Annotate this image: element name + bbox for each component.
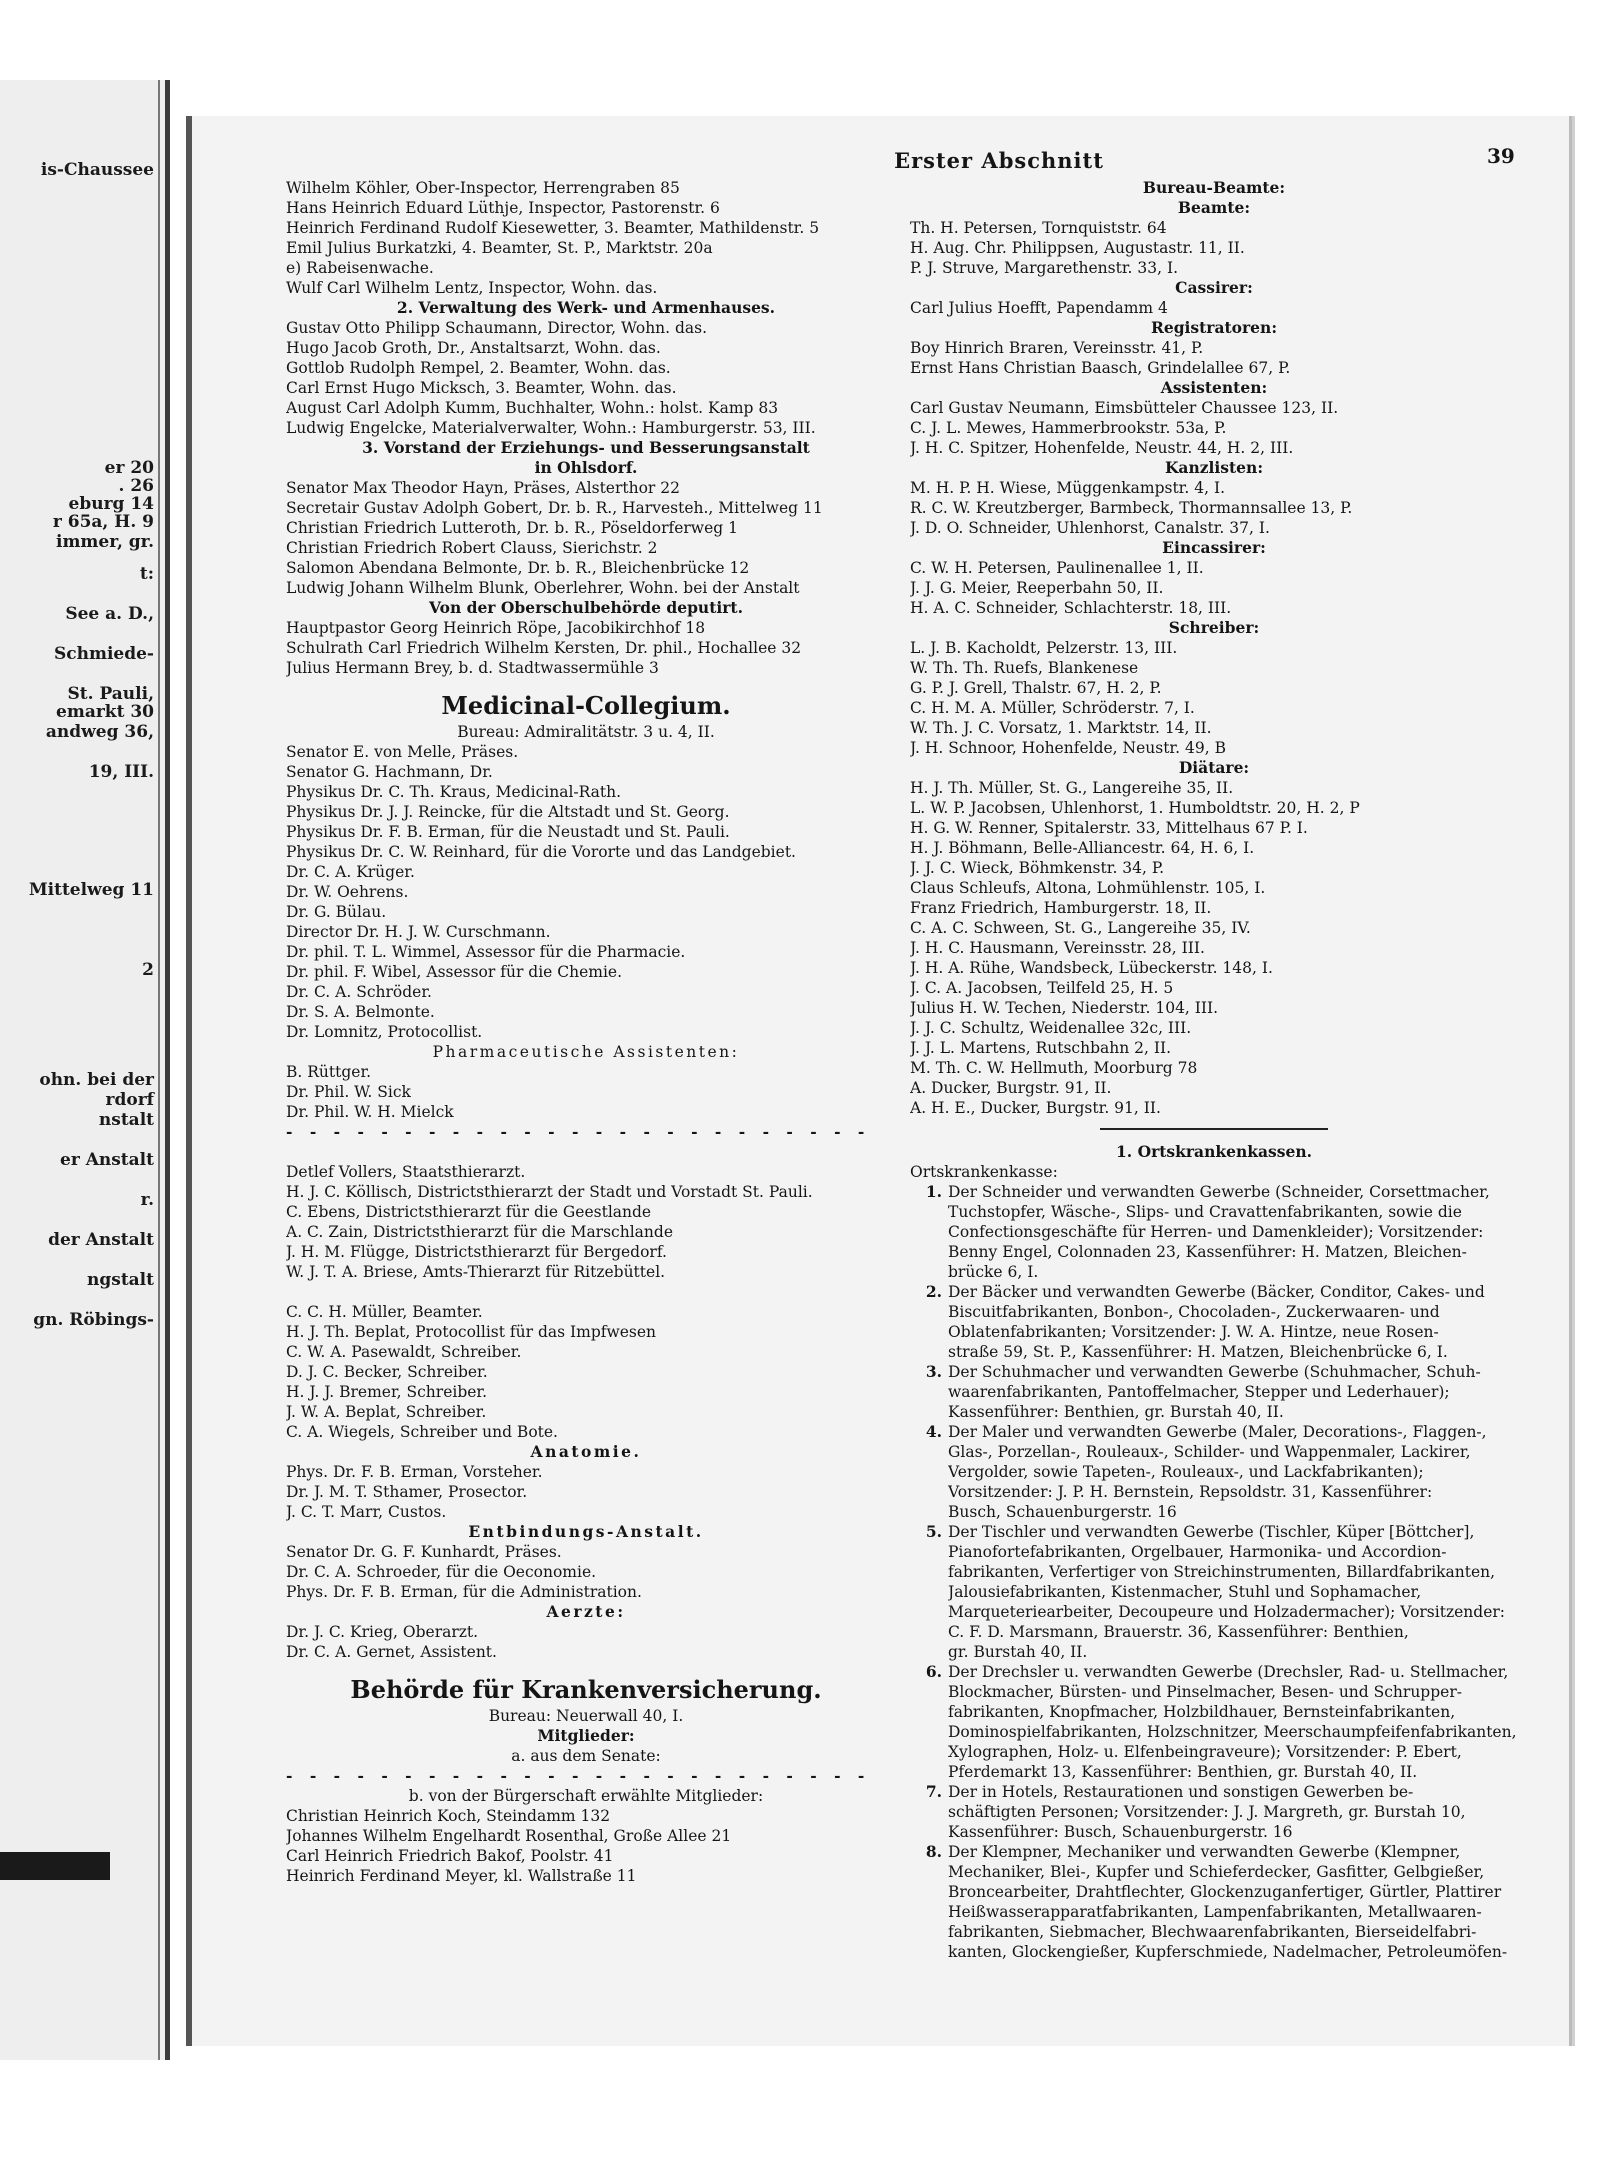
entry-line: Gustav Otto Philipp Schaumann, Director, Wohn. das. [286, 319, 708, 337]
assistenten-lines [910, 398, 1518, 458]
section-rule [1100, 1128, 1328, 1130]
entry-line: Christian Friedrich Lutteroth, Dr. b. R., Pöseldorferweg 1 [286, 519, 738, 537]
entry-line: Claus Schleufs, Altona, Lohmühlenstr. 105, I. [910, 879, 1266, 897]
incassirer-heading: Eincassirer: [1162, 538, 1266, 557]
entry-line: L. J. B. Kacholdt, Pelzerstr. 13, III. [910, 639, 1178, 657]
entry-line: P. J. Struve, Margarethenstr. 33, I. [910, 259, 1179, 277]
margin-fragment: See a. D., [65, 604, 154, 624]
entbindung-lines [286, 1542, 886, 1602]
entry-line: J. H. C. Spitzer, Hohenfelde, Neustr. 44, H. 2, III. [910, 439, 1294, 457]
orts-intro: Ortskrankenkasse: [910, 1163, 1058, 1181]
kasse-item [910, 1782, 1518, 1842]
entry-line: G. P. J. Grell, Thalstr. 67, H. 2, P. [910, 679, 1162, 697]
entry-line: Physikus Dr. J. J. Reincke, für die Altstadt und St. Georg. [286, 803, 730, 821]
entry-line: C. C. H. Müller, Beamter. [286, 1303, 483, 1321]
kasse-line: Der in Hotels, Restaurationen und sonstigen Gewerben be- [948, 1783, 1414, 1801]
entry-line: Physikus Dr. C. Th. Kraus, Medicinal-Rath. [286, 783, 622, 801]
entry-line: Dr. S. A. Belmonte. [286, 1003, 435, 1021]
entry-line: Secretair Gustav Adolph Gobert, Dr. b. R., Harvesteh., Mittelweg 11 [286, 499, 823, 517]
diaetare-lines [910, 778, 1518, 1118]
kasse-line: Oblatenfabrikanten; Vorsitzender: J. W. A. Hintze, neue Rosen- [948, 1323, 1439, 1341]
entry-line: J. D. O. Schneider, Uhlenhorst, Canalstr. 37, I. [910, 519, 1270, 537]
kasse-number: 5. [925, 1522, 942, 1541]
entry-line: Dr. Phil. W. Sick [286, 1083, 411, 1101]
orts-items [910, 1182, 1518, 1962]
ober-heading: Von der Oberschulbehörde deputirt. [429, 598, 743, 617]
cassirer-heading: Cassirer: [1175, 278, 1253, 297]
entry-line: Schulrath Carl Friedrich Wilhelm Kersten, Dr. phil., Hochallee 32 [286, 639, 802, 657]
werk-heading: 2. Verwaltung des Werk- und Armenhauses. [396, 298, 776, 317]
margin-fragment: r. [140, 1190, 154, 1210]
entry-line: Carl Ernst Hugo Micksch, 3. Beamter, Wohn. das. [286, 379, 677, 397]
entry-line: Senator E. von Melle, Präses. [286, 743, 519, 761]
entry-line: Dr. C. A. Krüger. [286, 863, 415, 881]
entry-line: Physikus Dr. C. W. Reinhard, für die Vororte und das Landgebiet. [286, 843, 796, 861]
entry-line: Ernst Hans Christian Baasch, Grindelallee 67, P. [910, 359, 1291, 377]
margin-fragment: . 26 [118, 476, 154, 496]
kasse-number: 7. [925, 1782, 942, 1801]
entry-line: Carl Heinrich Friedrich Bakof, Poolstr. 41 [286, 1847, 614, 1865]
entry-line: W. Th. Th. Ruefs, Blankenese [910, 659, 1139, 677]
entry-line: H. G. W. Renner, Spitalerstr. 33, Mittelhaus 67 P. I. [910, 819, 1308, 837]
margin-fragment: er Anstalt [60, 1150, 154, 1170]
kasse-line: Pianofortefabrikanten, Orgelbauer, Harmonika- und Accordion- [948, 1543, 1447, 1561]
entry-line: J. C. A. Jacobsen, Teilfeld 25, H. 5 [910, 979, 1174, 997]
kasse-item [910, 1282, 1518, 1362]
kasse-line: Kassenführer: Benthien, gr. Burstah 40, II. [948, 1403, 1284, 1421]
scanner-clamp [0, 1852, 110, 1880]
kasse-item [910, 1422, 1518, 1522]
page-fold [158, 80, 160, 2060]
diaetare-heading: Diätare: [1178, 758, 1250, 777]
behoerde-mitglieder: Mitglieder: [537, 1726, 635, 1745]
entry-line: Gottlob Rudolph Rempel, 2. Beamter, Wohn. das. [286, 359, 671, 377]
kasse-line: Kassenführer: Busch, Schauenburgerstr. 16 [948, 1823, 1293, 1841]
entry-line: C. W. A. Pasewaldt, Schreiber. [286, 1343, 522, 1361]
entry-line: Hauptpastor Georg Heinrich Röpe, Jacobikirchhof 18 [286, 619, 706, 637]
entry-line: Dr. Lomnitz, Protocollist. [286, 1023, 483, 1041]
behoerde-lines [286, 1806, 886, 1886]
kasse-line: Confectionsgeschäfte für Herren- und Damenkleider); Vorsitzender: [948, 1223, 1484, 1241]
entry-line: Christian Heinrich Koch, Steindamm 132 [286, 1807, 611, 1825]
kasse-line: Biscuitfabrikanten, Bonbon-, Chocoladen-, Zuckerwaaren- und [948, 1303, 1440, 1321]
orts-heading: 1. Ortskrankenkassen. [1116, 1142, 1312, 1161]
medicinal-title: Medicinal-Collegium. [441, 691, 731, 720]
entry-line: R. C. W. Kreutzberger, Barmbeck, Thormannsallee 13, P. [910, 499, 1353, 517]
kasse-line: Xylographen, Holz- u. Elfenbeingraveure); Vorsitzender: P. Ebert, [948, 1743, 1462, 1761]
margin-fragment: Schmiede- [53, 644, 154, 664]
assistenten-heading: Assistenten: [1160, 378, 1268, 397]
entry-line: C. A. C. Schween, St. G., Langereihe 35, IV. [910, 919, 1251, 937]
kasse-line: brücke 6, I. [948, 1263, 1039, 1281]
entry-line: A. H. E., Ducker, Burgstr. 91, II. [910, 1099, 1161, 1117]
entry-line: Hugo Jacob Groth, Dr., Anstaltsarzt, Wohn. das. [286, 339, 661, 357]
entry-line: H. J. Böhmann, Belle-Alliancestr. 64, H. 6, I. [910, 839, 1255, 857]
entry-line: B. Rüttger. [286, 1063, 372, 1081]
entry-line: H. J. C. Köllisch, Districtsthierarzt der Stadt und Vorstadt St. Pauli. [286, 1183, 813, 1201]
entry-line: H. J. J. Bremer, Schreiber. [286, 1383, 488, 1401]
entbindung-heading: Entbindungs-Anstalt. [468, 1522, 704, 1541]
entry-line: A. Ducker, Burgstr. 91, II. [910, 1079, 1112, 1097]
beamte-lines [910, 218, 1518, 278]
entry-line: Senator Dr. G. F. Kunhardt, Präses. [286, 1543, 562, 1561]
entry-line: Dr. J. C. Krieg, Oberarzt. [286, 1623, 479, 1641]
entry-line: Wulf Carl Wilhelm Lentz, Inspector, Wohn. das. [286, 279, 658, 297]
entry-line: J. J. G. Meier, Reeperbahn 50, II. [910, 579, 1164, 597]
kasse-line: Broncearbeiter, Drahtflechter, Glockenzuganfertiger, Gürtler, Plattirer [948, 1883, 1502, 1901]
entry-line: Dr. phil. T. L. Wimmel, Assessor für die Pharmacie. [286, 943, 686, 961]
page-number: 39 [1487, 144, 1515, 168]
kasse-line: fabrikanten, Knopfmacher, Holzbildhauer, Bernsteinfabrikanten, [948, 1703, 1456, 1721]
entry-line: J. J. C. Schultz, Weidenallee 32c, III. [910, 1019, 1192, 1037]
kasse-line: Marqueteriearbeiter, Decoupeure und Holzadermacher); Vorsitzender: [948, 1603, 1506, 1621]
entry-line: Senator G. Hachmann, Dr. [286, 763, 493, 781]
anatomie-heading: Anatomie. [530, 1442, 642, 1461]
entry-line: W. Th. J. C. Vorsatz, 1. Marktstr. 14, II. [910, 719, 1212, 737]
kasse-line: straße 59, St. P., Kassenführer: H. Matzen, Bleichenbrücke 6, I. [948, 1343, 1448, 1361]
registratoren-heading: Registratoren: [1150, 318, 1278, 337]
kasse-line: Der Drechsler u. verwandten Gewerbe (Drechsler, Rad- u. Stellmacher, [948, 1663, 1509, 1681]
kasse-line: Der Klempner, Mechaniker und verwandten Gewerbe (Klempner, [948, 1843, 1461, 1861]
cassirer-lines [910, 298, 1518, 318]
kasse-number: 1. [925, 1182, 942, 1201]
entry-line: Hans Heinrich Eduard Lüthje, Inspector, Pastorenstr. 6 [286, 199, 720, 217]
ober-lines [286, 618, 886, 678]
kasse-line: Dominospielfabrikanten, Holzschnitzer, Meerschaumpfeifenfabrikanten, [948, 1723, 1517, 1741]
entry-line: Dr. C. A. Gernet, Assistent. [286, 1643, 497, 1661]
medicinal-lines [286, 742, 886, 1042]
margin-fragment: eburg 14 [68, 494, 154, 514]
entry-line: J. J. C. Wieck, Böhmkenstr. 34, P. [910, 859, 1165, 877]
entry-line: C. H. M. A. Müller, Schröderstr. 7, I. [910, 699, 1195, 717]
book-gutter [165, 80, 170, 2060]
kasse-number: 3. [925, 1362, 942, 1381]
kasse-line: Mechaniker, Blei-, Kupfer und Schieferdecker, Gasfitter, Gelbgießer, [948, 1863, 1485, 1881]
margin-fragment: er 20 [104, 458, 154, 478]
running-header: Erster Abschnitt [894, 148, 1104, 173]
kasse-line: Benny Engel, Colonnaden 23, Kassenführer: H. Matzen, Bleichen- [948, 1243, 1467, 1261]
entry-line: M. H. P. H. Wiese, Müggenkampstr. 4, I. [910, 479, 1225, 497]
entry-line: Wilhelm Köhler, Ober-Inspector, Herrengraben 85 [286, 179, 680, 197]
kasse-line: Pferdemarkt 13, Kassenführer: Benthien, gr. Burstah 40, II. [948, 1763, 1418, 1781]
margin-fragment: rdorf [105, 1090, 154, 1110]
margin-fragment: St. Pauli, [67, 684, 154, 704]
entry-line: Julius Hermann Brey, b. d. Stadtwassermühle 3 [286, 659, 659, 677]
right-column [910, 178, 1518, 1962]
kasse-line: waarenfabrikanten, Pantoffelmacher, Stepper und Lederhauer); [948, 1383, 1450, 1401]
registratoren-lines [910, 338, 1518, 378]
behoerde-title: Behörde für Krankenversicherung. [350, 1675, 822, 1704]
entry-line: J. H. Schnoor, Hohenfelde, Neustr. 49, B [910, 739, 1226, 757]
entry-line: J. H. A. Rühe, Wandsbeck, Lübeckerstr. 148, I. [910, 959, 1273, 977]
kasse-line: Der Schuhmacher und verwandten Gewerbe (Schuhmacher, Schuh- [948, 1363, 1481, 1381]
anatomie-lines [286, 1462, 886, 1522]
entry-line: Director Dr. H. J. W. Curschmann. [286, 923, 551, 941]
aerzte-lines [286, 1622, 886, 1662]
entry-line: J. H. M. Flügge, Districtsthierarzt für Bergedorf. [286, 1243, 667, 1261]
pharm-lines [286, 1062, 886, 1122]
entry-line: A. C. Zain, Districtsthierarzt für die Marschlande [286, 1223, 673, 1241]
kasse-item [910, 1362, 1518, 1422]
kasse-line: Blockmacher, Bürsten- und Pinselmacher, Besen- und Schrupper- [948, 1683, 1462, 1701]
beamte-heading: Beamte: [1177, 198, 1251, 217]
top-lines [286, 178, 886, 298]
entry-line: Detlef Vollers, Staatsthierarzt. [286, 1163, 526, 1181]
medicinal-bureau: Bureau: Admiralitätstr. 3 u. 4, II. [457, 723, 715, 741]
schreiber-lines [910, 638, 1518, 758]
entry-line: Christian Friedrich Robert Clauss, Sierichstr. 2 [286, 539, 658, 557]
behoerde-bureau: Bureau: Neuerwall 40, I. [488, 1707, 684, 1725]
entry-line: J. W. A. Beplat, Schreiber. [286, 1403, 487, 1421]
margin-fragment: gn. Röbings- [33, 1310, 154, 1330]
margin-fragment: is-Chaussee [40, 160, 154, 180]
staff-lines [286, 1302, 886, 1442]
entry-line: Dr. phil. F. Wibel, Assessor für die Chemie. [286, 963, 623, 981]
vorstand-lines [286, 478, 886, 598]
entry-line: Franz Friedrich, Hamburgerstr. 18, II. [910, 899, 1212, 917]
kasse-line: Der Schneider und verwandten Gewerbe (Schneider, Corsettmacher, [948, 1183, 1490, 1201]
kasse-line: gr. Burstah 40, II. [948, 1643, 1088, 1661]
pharm-heading: Pharmaceutische Assistenten: [432, 1043, 740, 1061]
entry-line: Emil Julius Burkatzki, 4. Beamter, St. P., Marktstr. 20a [286, 239, 713, 257]
margin-fragment: andweg 36, [45, 722, 154, 742]
kasse-line: C. F. D. Marsmann, Brauerstr. 36, Kassenführer: Benthien, [948, 1623, 1409, 1641]
kasse-line: kanten, Glockengießer, Kupferschmiede, Nadelmacher, Petroleumöfen- [948, 1943, 1508, 1961]
entry-line: Heinrich Ferdinand Meyer, kl. Wallstraße 11 [286, 1867, 637, 1885]
kasse-line: Jalousiefabrikanten, Kistenmacher, Stuhl und Sophamacher, [948, 1583, 1422, 1601]
entry-line: Julius H. W. Techen, Niederstr. 104, III. [910, 999, 1219, 1017]
entry-line: Ludwig Johann Wilhelm Blunk, Oberlehrer, Wohn. bei der Anstalt [286, 579, 800, 597]
kasse-line: schäftigten Personen; Vorsitzender: J. J. Margreth, gr. Burstah 10, [948, 1803, 1466, 1821]
margin-fragment: emarkt 30 [56, 702, 154, 722]
kasse-line: Vorsitzender: J. P. H. Bernstein, Repsoldstr. 31, Kassenführer: [948, 1483, 1433, 1501]
entry-line: Dr. Phil. W. H. Mielck [286, 1103, 454, 1121]
kasse-number: 2. [925, 1282, 942, 1301]
entry-line: Heinrich Ferdinand Rudolf Kiesewetter, 3. Beamter, Mathildenstr. 5 [286, 219, 820, 237]
entry-line: Salomon Abendana Belmonte, Dr. b. R., Bleichenbrücke 12 [286, 559, 750, 577]
entry-line: H. A. C. Schneider, Schlachterstr. 18, III. [910, 599, 1232, 617]
entry-line: Carl Julius Hoefft, Papendamm 4 [910, 299, 1168, 317]
entry-line: Dr. C. A. Schroeder, für die Oeconomie. [286, 1563, 597, 1581]
entry-line: H. J. Th. Müller, St. G., Langereihe 35, II. [910, 779, 1234, 797]
margin-fragment: r 65a, H. 9 [52, 512, 154, 532]
entry-line: C. J. L. Mewes, Hammerbrookstr. 53a, P. [910, 419, 1227, 437]
entry-line: Phys. Dr. F. B. Erman, Vorsteher. [286, 1463, 543, 1481]
werk-lines [286, 318, 886, 438]
entry-line: Dr. W. Oehrens. [286, 883, 409, 901]
entry-line: L. W. P. Jacobsen, Uhlenhorst, 1. Humboldtstr. 20, H. 2, P [910, 799, 1360, 817]
kasse-line: Der Maler und verwandten Gewerbe (Maler, Decorations-, Flaggen-, [948, 1423, 1487, 1441]
kasse-line: Der Tischler und verwandten Gewerbe (Tischler, Küper [Böttcher], [948, 1523, 1475, 1541]
kasse-number: 6. [925, 1662, 942, 1681]
vorstand-heading-location: in Ohlsdorf. [534, 458, 638, 477]
entry-line: D. J. C. Becker, Schreiber. [286, 1363, 488, 1381]
kasse-line: Vergolder, sowie Tapeten-, Rouleaux-, und Lackfabrikanten); [948, 1463, 1424, 1481]
entry-line: J. C. T. Marr, Custos. [286, 1503, 447, 1521]
entry-line: Carl Gustav Neumann, Eimsbütteler Chaussee 123, II. [910, 399, 1339, 417]
entry-line: C. A. Wiegels, Schreiber und Bote. [286, 1423, 558, 1441]
left-column [286, 178, 886, 1886]
kasse-line: Tuchstopfer, Wäsche-, Slips- und Cravattenfabrikanten, sowie die [948, 1203, 1462, 1221]
dash-separator: - - - - - - - - - - - - - - - - - - - - - - - - - [286, 1122, 871, 1141]
entry-line: C. Ebens, Districtsthierarzt für die Geestlande [286, 1203, 652, 1221]
kasse-line: Glas-, Porzellan-, Rouleaux-, Schilder- und Wappenmaler, Lackirer, [948, 1443, 1471, 1461]
behoerde-buerger: b. von der Bürgerschaft erwählte Mitglieder: [408, 1787, 764, 1805]
entry-line: Phys. Dr. F. B. Erman, für die Administration. [286, 1583, 642, 1601]
kasse-item [910, 1842, 1518, 1962]
entry-line: Dr. J. M. T. Sthamer, Prosector. [286, 1483, 528, 1501]
kanzlisten-heading: Kanzlisten: [1164, 458, 1264, 477]
margin-fragment: t: [139, 564, 154, 584]
kasse-line: fabrikanten, Siebmacher, Blechwaarenfabrikanten, Bierseidelfabri- [948, 1923, 1477, 1941]
entry-line: J. J. L. Martens, Rutschbahn 2, II. [910, 1039, 1172, 1057]
bureau-heading: Bureau-Beamte: [1142, 178, 1286, 197]
kanzlisten-lines [910, 478, 1518, 538]
entry-line: August Carl Adolph Kumm, Buchhalter, Wohn.: holst. Kamp 83 [286, 399, 779, 417]
entry-line: Senator Max Theodor Hayn, Präses, Alsterthor 22 [286, 479, 680, 497]
kasse-item [910, 1522, 1518, 1662]
dash-separator-2: - - - - - - - - - - - - - - - - - - - - - - - - - [286, 1766, 871, 1785]
kasse-item [910, 1182, 1518, 1282]
document-page [186, 116, 1575, 2046]
kasse-number: 8. [925, 1842, 942, 1861]
behoerde-senate: a. aus dem Senate: [511, 1747, 661, 1765]
entry-line: Th. H. Petersen, Tornquiststr. 64 [910, 219, 1167, 237]
entry-line: H. J. Th. Beplat, Protocollist für das Impfwesen [286, 1323, 657, 1341]
entry-line: J. H. C. Hausmann, Vereinsstr. 28, III. [910, 939, 1205, 957]
kasse-line: Heißwasserapparatfabrikanten, Lampenfabrikanten, Metallwaaren- [948, 1903, 1482, 1921]
incassirer-lines [910, 558, 1518, 618]
kasse-line: fabrikanten, Verfertiger von Streichinstrumenten, Billardfabrikanten, [948, 1563, 1496, 1581]
margin-fragment: ngstalt [87, 1270, 154, 1290]
kasse-item [910, 1662, 1518, 1782]
kasse-line: Der Bäcker und verwandten Gewerbe (Bäcker, Conditor, Cakes- und [948, 1283, 1485, 1301]
margin-fragment: ohn. bei der [39, 1070, 154, 1090]
entry-line: Physikus Dr. F. B. Erman, für die Neustadt und St. Pauli. [286, 823, 730, 841]
margin-fragment: 19, III. [88, 762, 154, 782]
vet-lines [286, 1162, 886, 1282]
aerzte-heading: Aerzte: [546, 1602, 626, 1621]
entry-line: Ludwig Engelcke, Materialverwalter, Wohn.: Hamburgerstr. 53, III. [286, 419, 816, 437]
kasse-line: Busch, Schauenburgerstr. 16 [948, 1503, 1177, 1521]
entry-line: Dr. C. A. Schröder. [286, 983, 432, 1001]
entry-line: H. Aug. Chr. Philippsen, Augustastr. 11, II. [910, 239, 1245, 257]
margin-fragment: immer, gr. [55, 532, 154, 552]
margin-fragment: 2 [142, 960, 154, 980]
entry-line: Boy Hinrich Braren, Vereinsstr. 41, P. [910, 339, 1204, 357]
margin-fragment: der Anstalt [48, 1230, 154, 1250]
entry-line: M. Th. C. W. Hellmuth, Moorburg 78 [910, 1059, 1198, 1077]
previous-page-strip [0, 80, 170, 2060]
entry-line: C. W. H. Petersen, Paulinenallee 1, II. [910, 559, 1204, 577]
vorstand-heading: 3. Vorstand der Erziehungs- und Besserungsanstalt [362, 438, 810, 457]
entry-line: W. J. T. A. Briese, Amts-Thierarzt für Ritzebüttel. [286, 1263, 666, 1281]
schreiber-heading: Schreiber: [1168, 618, 1260, 637]
entry-line: e) Rabeisenwache. [286, 259, 434, 277]
margin-fragment: nstalt [98, 1110, 154, 1130]
entry-line: Dr. G. Bülau. [286, 903, 387, 921]
kasse-number: 4. [925, 1422, 942, 1441]
entry-line: Johannes Wilhelm Engelhardt Rosenthal, Große Allee 21 [286, 1827, 732, 1845]
margin-fragment: Mittelweg 11 [28, 880, 154, 900]
